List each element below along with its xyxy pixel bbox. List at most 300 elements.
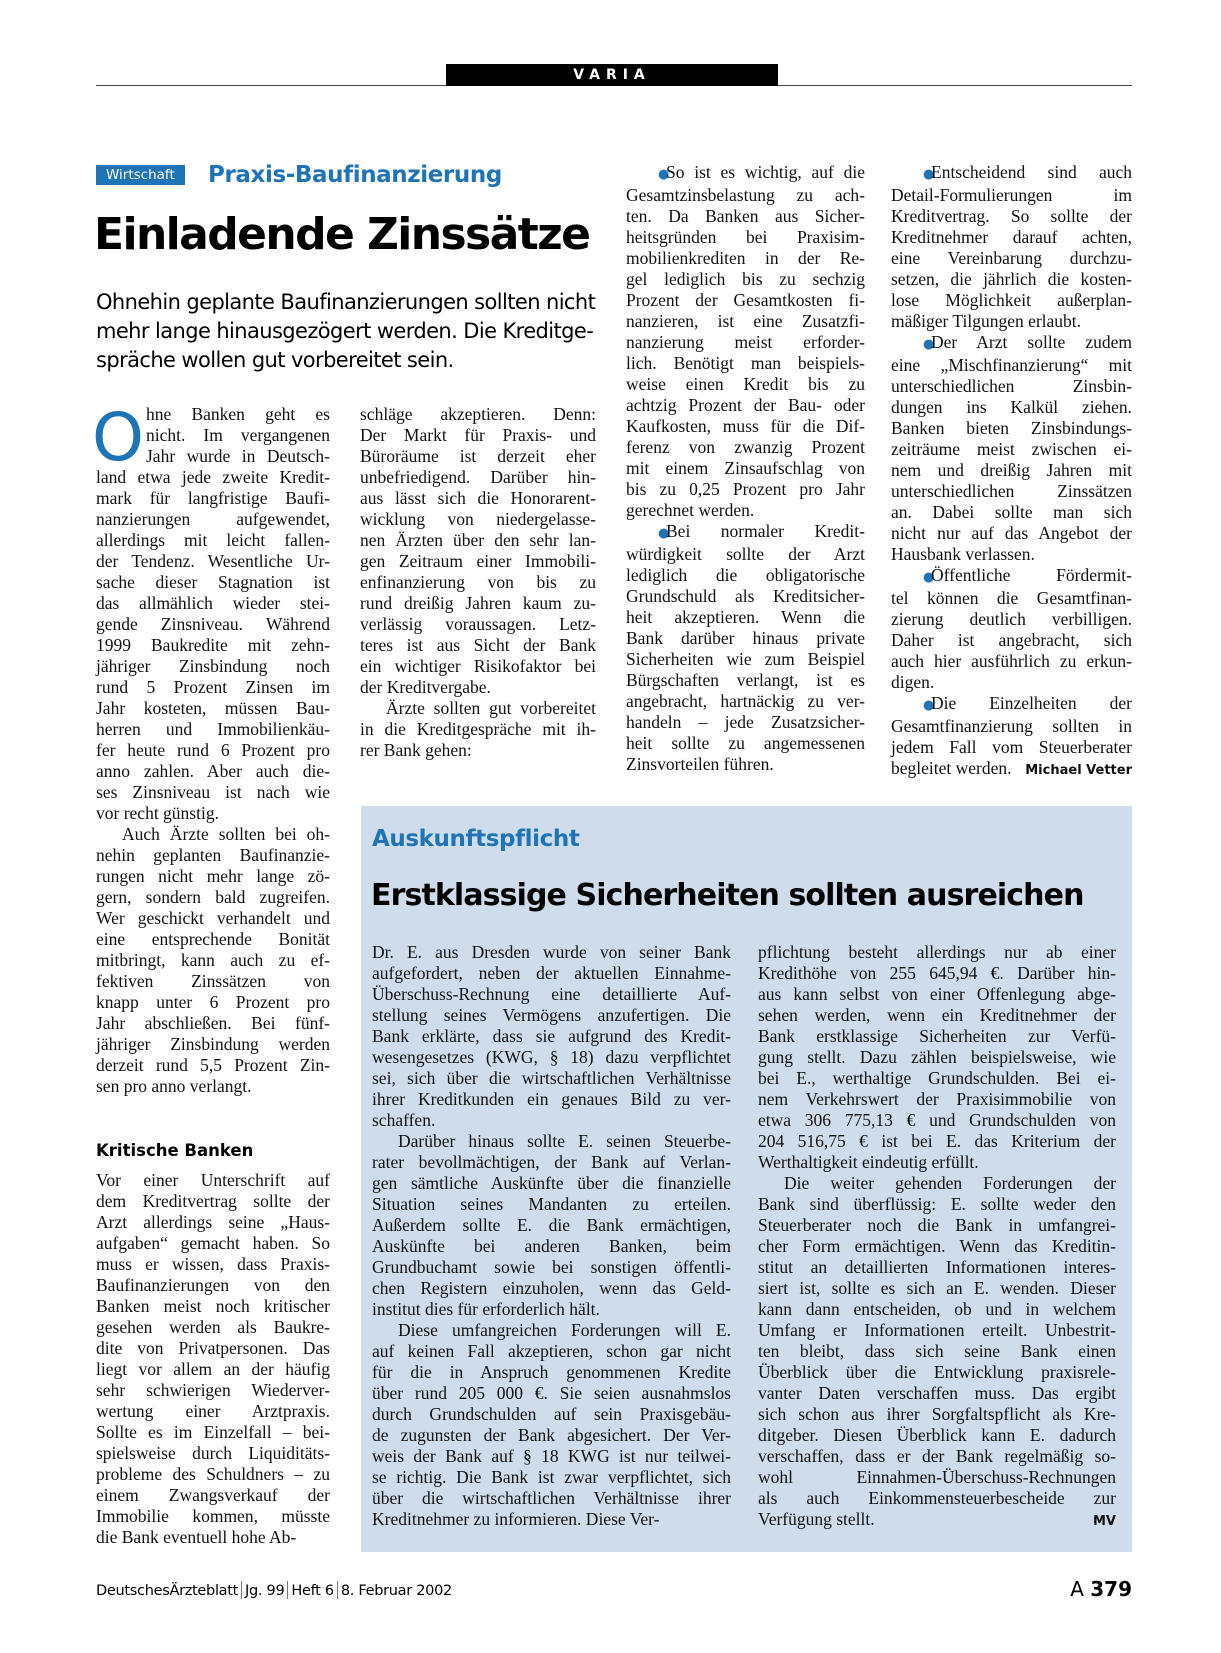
- text-line: [891, 588, 1132, 609]
- text-line: [758, 1488, 1116, 1509]
- text-line: [758, 1026, 1116, 1047]
- footer-separator: [337, 1581, 338, 1599]
- line-text: nicht nur auf das Angebot der: [891, 523, 1132, 543]
- line-text: se richtig. Die Bank ist zwar verpflichtet, sich: [372, 1467, 731, 1487]
- line-text: kann dann entscheiden, ob und in welchem: [758, 1299, 1116, 1319]
- text-line: [96, 908, 330, 929]
- line-text: ferenz von zwanzig Prozent: [626, 437, 865, 457]
- text-line: [96, 887, 330, 908]
- text-line: [891, 651, 1132, 672]
- text-line: [891, 311, 1132, 332]
- line-text: aufgaben“ gemacht haben. So: [96, 1233, 330, 1253]
- text-line: [372, 1446, 731, 1467]
- text-line: [96, 1380, 330, 1401]
- line-text: bis zu 0,25 Prozent pro Jahr: [626, 479, 865, 499]
- line-text: Kredithöhe von 255 645,94 €. Darüber hin-: [758, 963, 1116, 983]
- text-line: [891, 376, 1132, 397]
- line-text: angebracht, hartnäckig zu ver-: [626, 691, 865, 711]
- line-text: gern, sondern bald zugreifen.: [96, 887, 330, 907]
- text-line: [891, 355, 1132, 376]
- text-line: [96, 1359, 330, 1380]
- text-line: [758, 1152, 1116, 1173]
- text-line: [626, 206, 865, 227]
- text-line: [758, 984, 1116, 1005]
- text-line: [372, 1089, 731, 1110]
- line-text: Büroräume ist derzeit eher: [360, 446, 596, 466]
- text-line: [891, 460, 1132, 481]
- line-text: ditgeber. Diesen Überblick kann E. dadurch: [758, 1425, 1116, 1445]
- text-line: [372, 1383, 731, 1404]
- text-line: [626, 754, 865, 775]
- section-label: VARIA: [446, 64, 778, 86]
- line-text: nanzierung meist erforder-: [626, 332, 865, 352]
- line-text: nehin geplanten Baufinanzie-: [96, 845, 330, 865]
- line-text: Auskünfte bei anderen Banken, beim: [372, 1236, 731, 1256]
- lead-line: mehr lange hinausgezögert werden. Die Kreditge-: [96, 319, 594, 343]
- text-line: [372, 1173, 731, 1194]
- line-text: setzen, die jährlich die kosten-: [891, 269, 1132, 289]
- line-text: Auch Ärzte sollten bei oh-: [122, 824, 330, 844]
- text-line: [758, 1215, 1116, 1236]
- text-line: [758, 1383, 1116, 1404]
- line-text: heit sollte zu angemessenen: [626, 733, 865, 753]
- text-line: [626, 691, 865, 712]
- line-text: mobilienkrediten in der Re-: [626, 248, 865, 268]
- footer-separator: [241, 1581, 242, 1599]
- line-text: mitbringt, kann auch zu ef-: [96, 950, 330, 970]
- line-text: sehr schwierigen Wiederver-: [96, 1380, 330, 1400]
- text-line: [96, 1275, 330, 1296]
- text-line: [96, 446, 330, 467]
- line-text: Banken meist noch kritischer: [96, 1296, 330, 1316]
- text-line: [891, 523, 1132, 544]
- text-line: [96, 1076, 330, 1097]
- text-line: [360, 614, 596, 635]
- text-line: [626, 607, 865, 628]
- line-text: Der Markt für Praxis- und: [360, 425, 596, 445]
- text-line: [626, 416, 865, 437]
- line-text: wertung einer Arztpraxis.: [96, 1401, 330, 1421]
- line-text: Baufinanzierungen von den: [96, 1275, 330, 1295]
- line-text: jähriger Zinsbindung noch: [96, 656, 330, 676]
- text-line: [758, 1194, 1116, 1215]
- page-prefix: A: [1070, 1577, 1084, 1601]
- line-text: 204 516,75 € ist bei E. das Kriterium der: [758, 1131, 1116, 1151]
- text-line: [626, 649, 865, 670]
- text-line: [758, 1257, 1116, 1278]
- text-line: [372, 1362, 731, 1383]
- text-line: [626, 374, 865, 395]
- article-column-3: [626, 162, 865, 775]
- line-text: stitut an detaillierten Informationen interes-: [758, 1257, 1116, 1277]
- line-text: gung stellt. Dazu zählen beispielsweise, wie: [758, 1047, 1116, 1067]
- line-text: Wer geschickt verhandelt und: [96, 908, 330, 928]
- line-text: Werthaltigkeit eindeutig erfüllt.: [758, 1152, 979, 1172]
- line-text: schaffen.: [372, 1110, 436, 1130]
- publication-name: DeutschesÄrzteblatt: [96, 1583, 239, 1599]
- text-line: [96, 635, 330, 656]
- text-line: [360, 635, 596, 656]
- line-text: an. Dabei sollte man sich: [891, 502, 1132, 522]
- line-text: weis der Bank auf § 18 KWG ist nur teilwei-: [372, 1446, 731, 1466]
- text-line: [372, 1257, 731, 1278]
- line-text: wesengesetzes (KWG, § 18) dazu verpflichtet: [372, 1047, 731, 1067]
- box-column-2: [758, 942, 1116, 1532]
- article-column-2: [360, 404, 596, 761]
- line-text: nanzieren, ist eine Zusatzfi-: [626, 311, 865, 331]
- line-text: Entscheidend sind auch: [931, 162, 1132, 182]
- line-text: zeiträume meist zwischen ei-: [891, 439, 1132, 459]
- text-line: [626, 586, 865, 607]
- text-line: [758, 1446, 1116, 1467]
- line-text: dem Kreditvertrag sollte der: [96, 1191, 330, 1211]
- text-line: [891, 332, 1132, 355]
- text-line: [626, 437, 865, 458]
- line-text: weise einen Kredit bis zu: [626, 374, 865, 394]
- line-text: ten. Da Banken aus Sicher-: [626, 206, 865, 226]
- text-line: [96, 1317, 330, 1338]
- line-text: mit einem Zinsaufschlag von: [626, 458, 865, 478]
- text-line: [372, 1341, 731, 1362]
- article-kicker: Praxis-Baufinanzierung: [208, 162, 502, 188]
- text-line: [96, 950, 330, 971]
- text-line: [360, 404, 596, 425]
- line-text: knapp unter 6 Prozent pro: [96, 992, 330, 1012]
- line-text: gen Zeitraum einer Immobili-: [360, 551, 596, 571]
- line-text: allerdings mit leicht fallen-: [96, 530, 330, 550]
- text-line: [96, 1485, 330, 1506]
- line-text: verschaffen, dass er der Bank regelmäßig so-: [758, 1446, 1116, 1466]
- line-text: einem Zwangsverkauf der: [96, 1485, 330, 1505]
- text-line: [891, 397, 1132, 418]
- line-text: anno zahlen. Aber auch die-: [96, 761, 330, 781]
- line-text: Prozent der Gesamtkosten fi-: [626, 290, 865, 310]
- text-line: [372, 1299, 731, 1320]
- text-line: [758, 1110, 1116, 1131]
- text-line: [372, 1425, 731, 1446]
- line-text: Vor einer Unterschrift auf: [96, 1170, 330, 1190]
- text-line: [96, 1401, 330, 1422]
- text-line: [626, 712, 865, 733]
- text-line: [372, 1152, 731, 1173]
- line-text: teres ist aus Sicht der Bank: [360, 635, 596, 655]
- page-footer: [96, 1580, 452, 1602]
- footer-separator: [287, 1581, 288, 1599]
- line-text: fektiven Zinssätzen von: [96, 971, 330, 991]
- text-line: [360, 677, 596, 698]
- text-line: [372, 1194, 731, 1215]
- text-line: [758, 1467, 1116, 1488]
- text-line: [891, 565, 1132, 588]
- text-line: [96, 1338, 330, 1359]
- text-line: [626, 162, 865, 185]
- line-text: Öffentliche Fördermit-: [931, 565, 1132, 585]
- text-line: [891, 502, 1132, 523]
- text-line: [360, 509, 596, 530]
- line-text: gen sämtliche Auskünfte über die finanzielle: [372, 1173, 731, 1193]
- line-text: Grundbuchamt sowie bei sonstigen öffentli-: [372, 1257, 731, 1277]
- text-line: [891, 439, 1132, 460]
- text-line: [891, 672, 1132, 693]
- box-kicker: Auskunftspflicht: [372, 826, 580, 852]
- text-line: [758, 1173, 1116, 1194]
- bullet-icon: ●: [658, 526, 670, 541]
- text-line: [372, 1005, 731, 1026]
- line-text: herren und Immobilienkäu-: [96, 719, 330, 739]
- text-line: [626, 395, 865, 416]
- text-line: [96, 1212, 330, 1233]
- line-text: Außerdem sollte E. die Bank ermächtigen,: [372, 1215, 731, 1235]
- line-text: jähriger Zinsbindung werden: [96, 1034, 330, 1054]
- text-line: [96, 530, 330, 551]
- text-line: [96, 593, 330, 614]
- line-text: lose Möglichkeit außerplan-: [891, 290, 1132, 310]
- text-line: [96, 614, 330, 635]
- line-text: Steuerberater noch die Bank in umfangrei-: [758, 1215, 1116, 1235]
- text-line: [360, 446, 596, 467]
- text-line: [96, 1170, 330, 1191]
- text-line: [372, 1320, 731, 1341]
- text-line: [360, 593, 596, 614]
- article-headline: Einladende Zinssätze: [94, 209, 590, 260]
- line-text: Sicherheiten wie zum Beispiel: [626, 649, 865, 669]
- text-line: [96, 740, 330, 761]
- text-line: [96, 677, 330, 698]
- line-text: jedem Fall vom Steuerberater: [891, 737, 1132, 757]
- line-text: siert ist, sollte es sich an E. wenden. Dieser: [758, 1278, 1116, 1298]
- text-line: [626, 290, 865, 311]
- text-line: [96, 1422, 330, 1443]
- text-line: [372, 1131, 731, 1152]
- line-text: 1999 Baukredite mit zehn-: [96, 635, 330, 655]
- line-text: rer Bank gehen:: [360, 740, 472, 760]
- line-text: eine entsprechende Bonität: [96, 929, 330, 949]
- line-text: rund 5 Prozent Zinsen im: [96, 677, 330, 697]
- line-text: lediglich die obligatorische: [626, 565, 865, 585]
- text-line: [372, 1278, 731, 1299]
- line-text: vor recht günstig.: [96, 803, 219, 823]
- text-line: [96, 1233, 330, 1254]
- text-line: [360, 719, 596, 740]
- text-line: [96, 551, 330, 572]
- line-text: chen Registern einzuholen, wenn das Geld-: [372, 1278, 731, 1298]
- line-text: nen Ärzten über den sehr lan-: [360, 530, 596, 550]
- text-line: [96, 1013, 330, 1034]
- line-text: wohl Einnahmen-Überschuss-Rechnungen: [758, 1467, 1116, 1487]
- text-line: [758, 1404, 1116, 1425]
- line-text: Banken bieten Zinsbindungs-: [891, 418, 1132, 438]
- line-text: Kreditnehmer zu informieren. Diese Ver-: [372, 1509, 660, 1529]
- text-line: [626, 332, 865, 353]
- line-text: vanter Daten verschaffen muss. Das ergibt: [758, 1383, 1116, 1403]
- line-text: derzeit rund 5,5 Prozent Zin-: [96, 1055, 330, 1075]
- line-text: zierung deutlich verbilligen.: [891, 609, 1132, 629]
- line-text: So ist es wichtig, auf die: [666, 162, 865, 182]
- text-line: [372, 1215, 731, 1236]
- text-line: [891, 227, 1132, 248]
- line-text: gesehen werden als Baukre-: [96, 1317, 330, 1337]
- line-text: wicklung von niedergelasse-: [360, 509, 596, 529]
- text-line: [626, 628, 865, 649]
- text-line: [626, 227, 865, 248]
- line-text: aus lässt sich die Honorarent-: [360, 488, 596, 508]
- text-line: [360, 425, 596, 446]
- line-text: mark für langfristige Baufi-: [96, 488, 330, 508]
- text-line: [758, 1509, 1116, 1530]
- text-line: [96, 1296, 330, 1317]
- line-text: unterschiedlichen Zinsbin-: [891, 376, 1132, 396]
- text-line: [360, 698, 596, 719]
- line-text: heit akzeptieren. Wenn die: [626, 607, 865, 627]
- line-text: sei, sich über die wirtschaftlichen Verhältnisse: [372, 1068, 731, 1088]
- line-text: Grundschuld als Kreditsicher-: [626, 586, 865, 606]
- bullet-icon: ●: [923, 337, 935, 352]
- line-text: nicht. Im vergangenen: [146, 425, 330, 445]
- text-line: [360, 467, 596, 488]
- text-line: [372, 984, 731, 1005]
- line-text: Situation seines Mandanten zu erteilen.: [372, 1194, 731, 1214]
- category-tag: Wirtschaft: [96, 165, 185, 185]
- text-line: [96, 467, 330, 488]
- line-text: Gesamtzinsbelastung zu ach-: [626, 185, 865, 205]
- text-line: [372, 1236, 731, 1257]
- text-line: [891, 630, 1132, 651]
- text-line: [758, 1362, 1116, 1383]
- line-text: auf keinen Fall akzeptieren, schon gar nicht: [372, 1341, 731, 1361]
- line-text: spielsweise durch Liquiditäts-: [96, 1443, 330, 1463]
- article-lead: [96, 288, 616, 375]
- text-line: [758, 963, 1116, 984]
- text-line: [96, 992, 330, 1013]
- line-text: das allmählich wieder stei-: [96, 593, 330, 613]
- line-text: Jahr wurde in Deutsch-: [146, 446, 330, 466]
- line-text: für die in Anspruch genommenen Kredite: [372, 1362, 731, 1382]
- line-text: lich. Benötigt man beispiels-: [626, 353, 865, 373]
- text-line: [372, 1068, 731, 1089]
- text-line: [360, 488, 596, 509]
- line-text: in die Kreditgespräche mit ih-: [360, 719, 596, 739]
- text-line: [626, 521, 865, 544]
- line-text: heitsgründen bei Praxisim-: [626, 227, 865, 247]
- text-line: [626, 185, 865, 206]
- text-line: [96, 845, 330, 866]
- line-text: liegt vor allem an der häufig: [96, 1359, 330, 1379]
- text-line: [372, 1026, 731, 1047]
- text-line: [96, 509, 330, 530]
- text-line: [758, 1236, 1116, 1257]
- line-text: sen pro anno verlangt.: [96, 1076, 252, 1096]
- text-line: [626, 311, 865, 332]
- line-text: nanzierungen aufgewendet,: [96, 509, 330, 529]
- text-line: [96, 404, 330, 425]
- drop-cap: O: [92, 399, 144, 476]
- text-line: [96, 971, 330, 992]
- line-text: unterschiedlichen Zinssätzen: [891, 481, 1132, 501]
- text-line: [96, 719, 330, 740]
- bullet-icon: ●: [923, 570, 935, 585]
- text-line: [360, 656, 596, 677]
- text-line: [96, 824, 330, 845]
- line-text: rund dreißig Jahren kaum zu-: [360, 593, 596, 613]
- text-line: [626, 458, 865, 479]
- text-line: [372, 1509, 731, 1530]
- line-text: eine Vereinbarung durchzu-: [891, 248, 1132, 268]
- line-text: achtzig Prozent der Bau- oder: [626, 395, 865, 415]
- line-text: Überschuss-Rechnung eine detaillierte Auf-: [372, 984, 731, 1004]
- line-text: nem Verkehrswert der Praxisimmobilie von: [758, 1089, 1116, 1109]
- text-line: [96, 1191, 330, 1212]
- line-text: ses Zinsniveau ist nach wie: [96, 782, 330, 802]
- line-text: gende Zinsniveau. Während: [96, 614, 330, 634]
- text-line: [758, 1299, 1116, 1320]
- line-text: Kreditvertrag. So sollte der: [891, 206, 1132, 226]
- line-text: Die Einzelheiten der: [931, 693, 1132, 713]
- text-line: [626, 269, 865, 290]
- bullet-icon: ●: [923, 698, 935, 713]
- text-line: [360, 572, 596, 593]
- line-text: Kaufkosten, muss für die Dif-: [626, 416, 865, 436]
- text-line: [891, 418, 1132, 439]
- text-line: [626, 670, 865, 691]
- article-column-1-continued: [96, 1170, 330, 1548]
- line-text: stellung seines Vermögens anzufertigen. Die: [372, 1005, 731, 1025]
- bullet-icon: ●: [923, 167, 935, 182]
- text-line: [96, 803, 330, 824]
- line-text: Bank sind überflüssig: E. sollte weder den: [758, 1194, 1116, 1214]
- text-line: [891, 716, 1132, 737]
- line-text: Verfügung stellt.: [758, 1509, 875, 1529]
- line-text: schläge akzeptieren. Denn:: [360, 404, 596, 424]
- line-text: verlässig voraussagen. Letz-: [360, 614, 596, 634]
- text-line: [891, 481, 1132, 502]
- line-text: Überblick über die Entwicklung praxisrele-: [758, 1362, 1116, 1382]
- text-line: [96, 425, 330, 446]
- text-line: [626, 248, 865, 269]
- article-column-4: [891, 162, 1132, 781]
- line-text: Bank erklärte, dass sie aufgrund des Kredit-: [372, 1026, 731, 1046]
- text-line: [758, 1320, 1116, 1341]
- line-text: probleme des Schuldners – zu: [96, 1464, 330, 1484]
- line-text: durch Grundschulden auf sein Praxisgebäu-: [372, 1404, 731, 1424]
- text-line: [372, 942, 731, 963]
- text-line: [96, 1464, 330, 1485]
- article-subhead: Kritische Banken: [96, 1141, 254, 1160]
- text-line: [891, 206, 1132, 227]
- line-text: der Kreditvergabe.: [360, 677, 491, 697]
- text-line: [96, 1527, 330, 1548]
- text-line: [891, 693, 1132, 716]
- line-text: dungen ins Kalkül ziehen.: [891, 397, 1132, 417]
- text-line: [96, 1034, 330, 1055]
- line-text: Zinsvorteilen führen.: [626, 754, 774, 774]
- line-text: handeln – jede Zusatzsicher-: [626, 712, 865, 732]
- box-signature: MV: [1093, 1514, 1116, 1529]
- line-text: würdigkeit sollte der Arzt: [626, 544, 865, 564]
- line-text: de zugunsten der Bank abgesichert. Der Ver-: [372, 1425, 731, 1445]
- line-text: etwa 306 775,13 € und Grundschulden von: [758, 1110, 1116, 1130]
- line-text: begleitet werden.: [891, 758, 1012, 778]
- text-line: [626, 544, 865, 565]
- line-text: gel lediglich bis zu sechzig: [626, 269, 865, 289]
- line-text: Jahr abschließen. Bei fünf-: [96, 1013, 330, 1033]
- text-line: [758, 1341, 1116, 1362]
- text-line: [96, 572, 330, 593]
- line-text: aus kann selbst von einer Offenlegung abge-: [758, 984, 1116, 1004]
- lead-line: Ohnehin geplante Baufinanzierungen sollten nicht: [96, 290, 596, 314]
- line-text: Detail-Formulierungen im: [891, 185, 1132, 205]
- text-line: [758, 1068, 1116, 1089]
- text-line: [96, 698, 330, 719]
